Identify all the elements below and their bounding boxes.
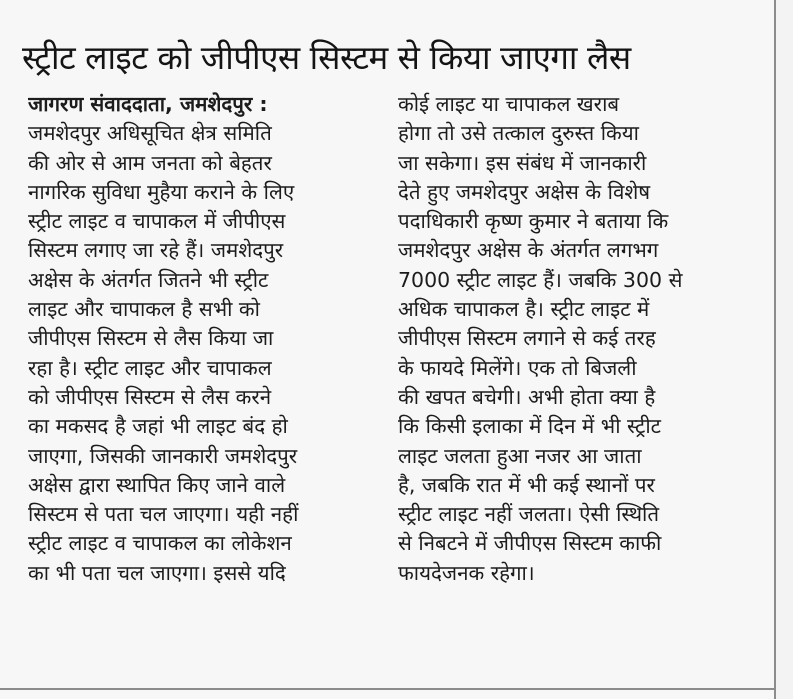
article-line: पदाधिकारी कृष्ण कुमार ने बताया कि (398, 209, 669, 234)
article-column-left (28, 90, 378, 588)
article-line: होगा तो उसे तत्काल दुरुस्त किया (398, 121, 639, 146)
article-line: का भी पता चल जाएगा। इससे यदि (28, 560, 286, 585)
article-line: का मकसद है जहां भी लाइट बंद हो (28, 414, 288, 439)
article-line: देते हुए जमशेदपुर अक्षेस के विशेष (398, 179, 651, 204)
article-line: नागरिक सुविधा मुहैया कराने के लिए (28, 179, 295, 204)
article-line: स्ट्रीट लाइट नहीं जलता। ऐसी स्थिति (398, 502, 660, 527)
article-line: जमशेदपुर अक्षेस के अंतर्गत लगभग (398, 238, 659, 263)
byline: जागरण संवाददाता, जमशेदपुर : (28, 92, 268, 116)
article-line: फायदेजनक रहेगा। (398, 560, 535, 585)
article-column-right (398, 90, 763, 588)
article-line: अक्षेस के अंतर्गत जितने भी स्ट्रीट (28, 267, 269, 292)
article-line: जा सकेगा। इस संबंध में जानकारी (398, 150, 647, 175)
article-line: को जीपीएस सिस्टम से लैस करने (28, 384, 272, 409)
article-line: सिस्टम लगाए जा रहे हैं। जमशेदपुर (28, 238, 284, 263)
article-line: रहा है। स्ट्रीट लाइट और चापाकल (28, 355, 272, 380)
article-line: के फायदे मिलेंगे। एक तो बिजली (398, 355, 637, 380)
article-line: अधिक चापाकल है। स्ट्रीट लाइट में (398, 297, 650, 322)
article-line: कि किसी इलाका में दिन में भी स्ट्रीट (398, 414, 661, 439)
article-line: लाइट और चापाकल है सभी को (28, 297, 260, 322)
article-line: स्ट्रीट लाइट व चापाकल का लोकेशन (28, 531, 292, 556)
article-line: जीपीएस सिस्टम से लैस किया जा (28, 326, 274, 351)
article-line: की ओर से आम जनता को बेहतर (28, 150, 272, 175)
article-line: है, जबकि रात में भी कई स्थानों पर (398, 472, 655, 497)
headline: स्ट्रीट लाइट को जीपीएस सिस्टम से किया जाएगा लैस (22, 38, 631, 77)
article-line: अक्षेस द्वारा स्थापित किए जाने वाले (28, 472, 286, 497)
article-line: 7000 स्ट्रीट लाइट हैं। जबकि 300 से (398, 267, 683, 292)
article-line: से निबटने में जीपीएस सिस्टम काफी (398, 531, 662, 556)
article-line: लाइट जलता हुआ नजर आ जाता (398, 443, 642, 468)
article-line: जाएगा, जिसकी जानकारी जमशेदपुर (28, 443, 298, 468)
article-line: स्ट्रीट लाइट व चापाकल में जीपीएस (28, 209, 286, 234)
article-line: सिस्टम से पता चल जाएगा। यही नहीं (28, 502, 299, 527)
article-line: जीपीएस सिस्टम लगाने से कई तरह (398, 326, 656, 351)
article-line: की खपत बचेगी। अभी होता क्या है (398, 384, 656, 409)
article-line: जमशेदपुर अधिसूचित क्षेत्र समिति (28, 121, 272, 146)
article-line: कोई लाइट या चापाकल खराब (398, 92, 620, 116)
bottom-border (0, 688, 776, 690)
